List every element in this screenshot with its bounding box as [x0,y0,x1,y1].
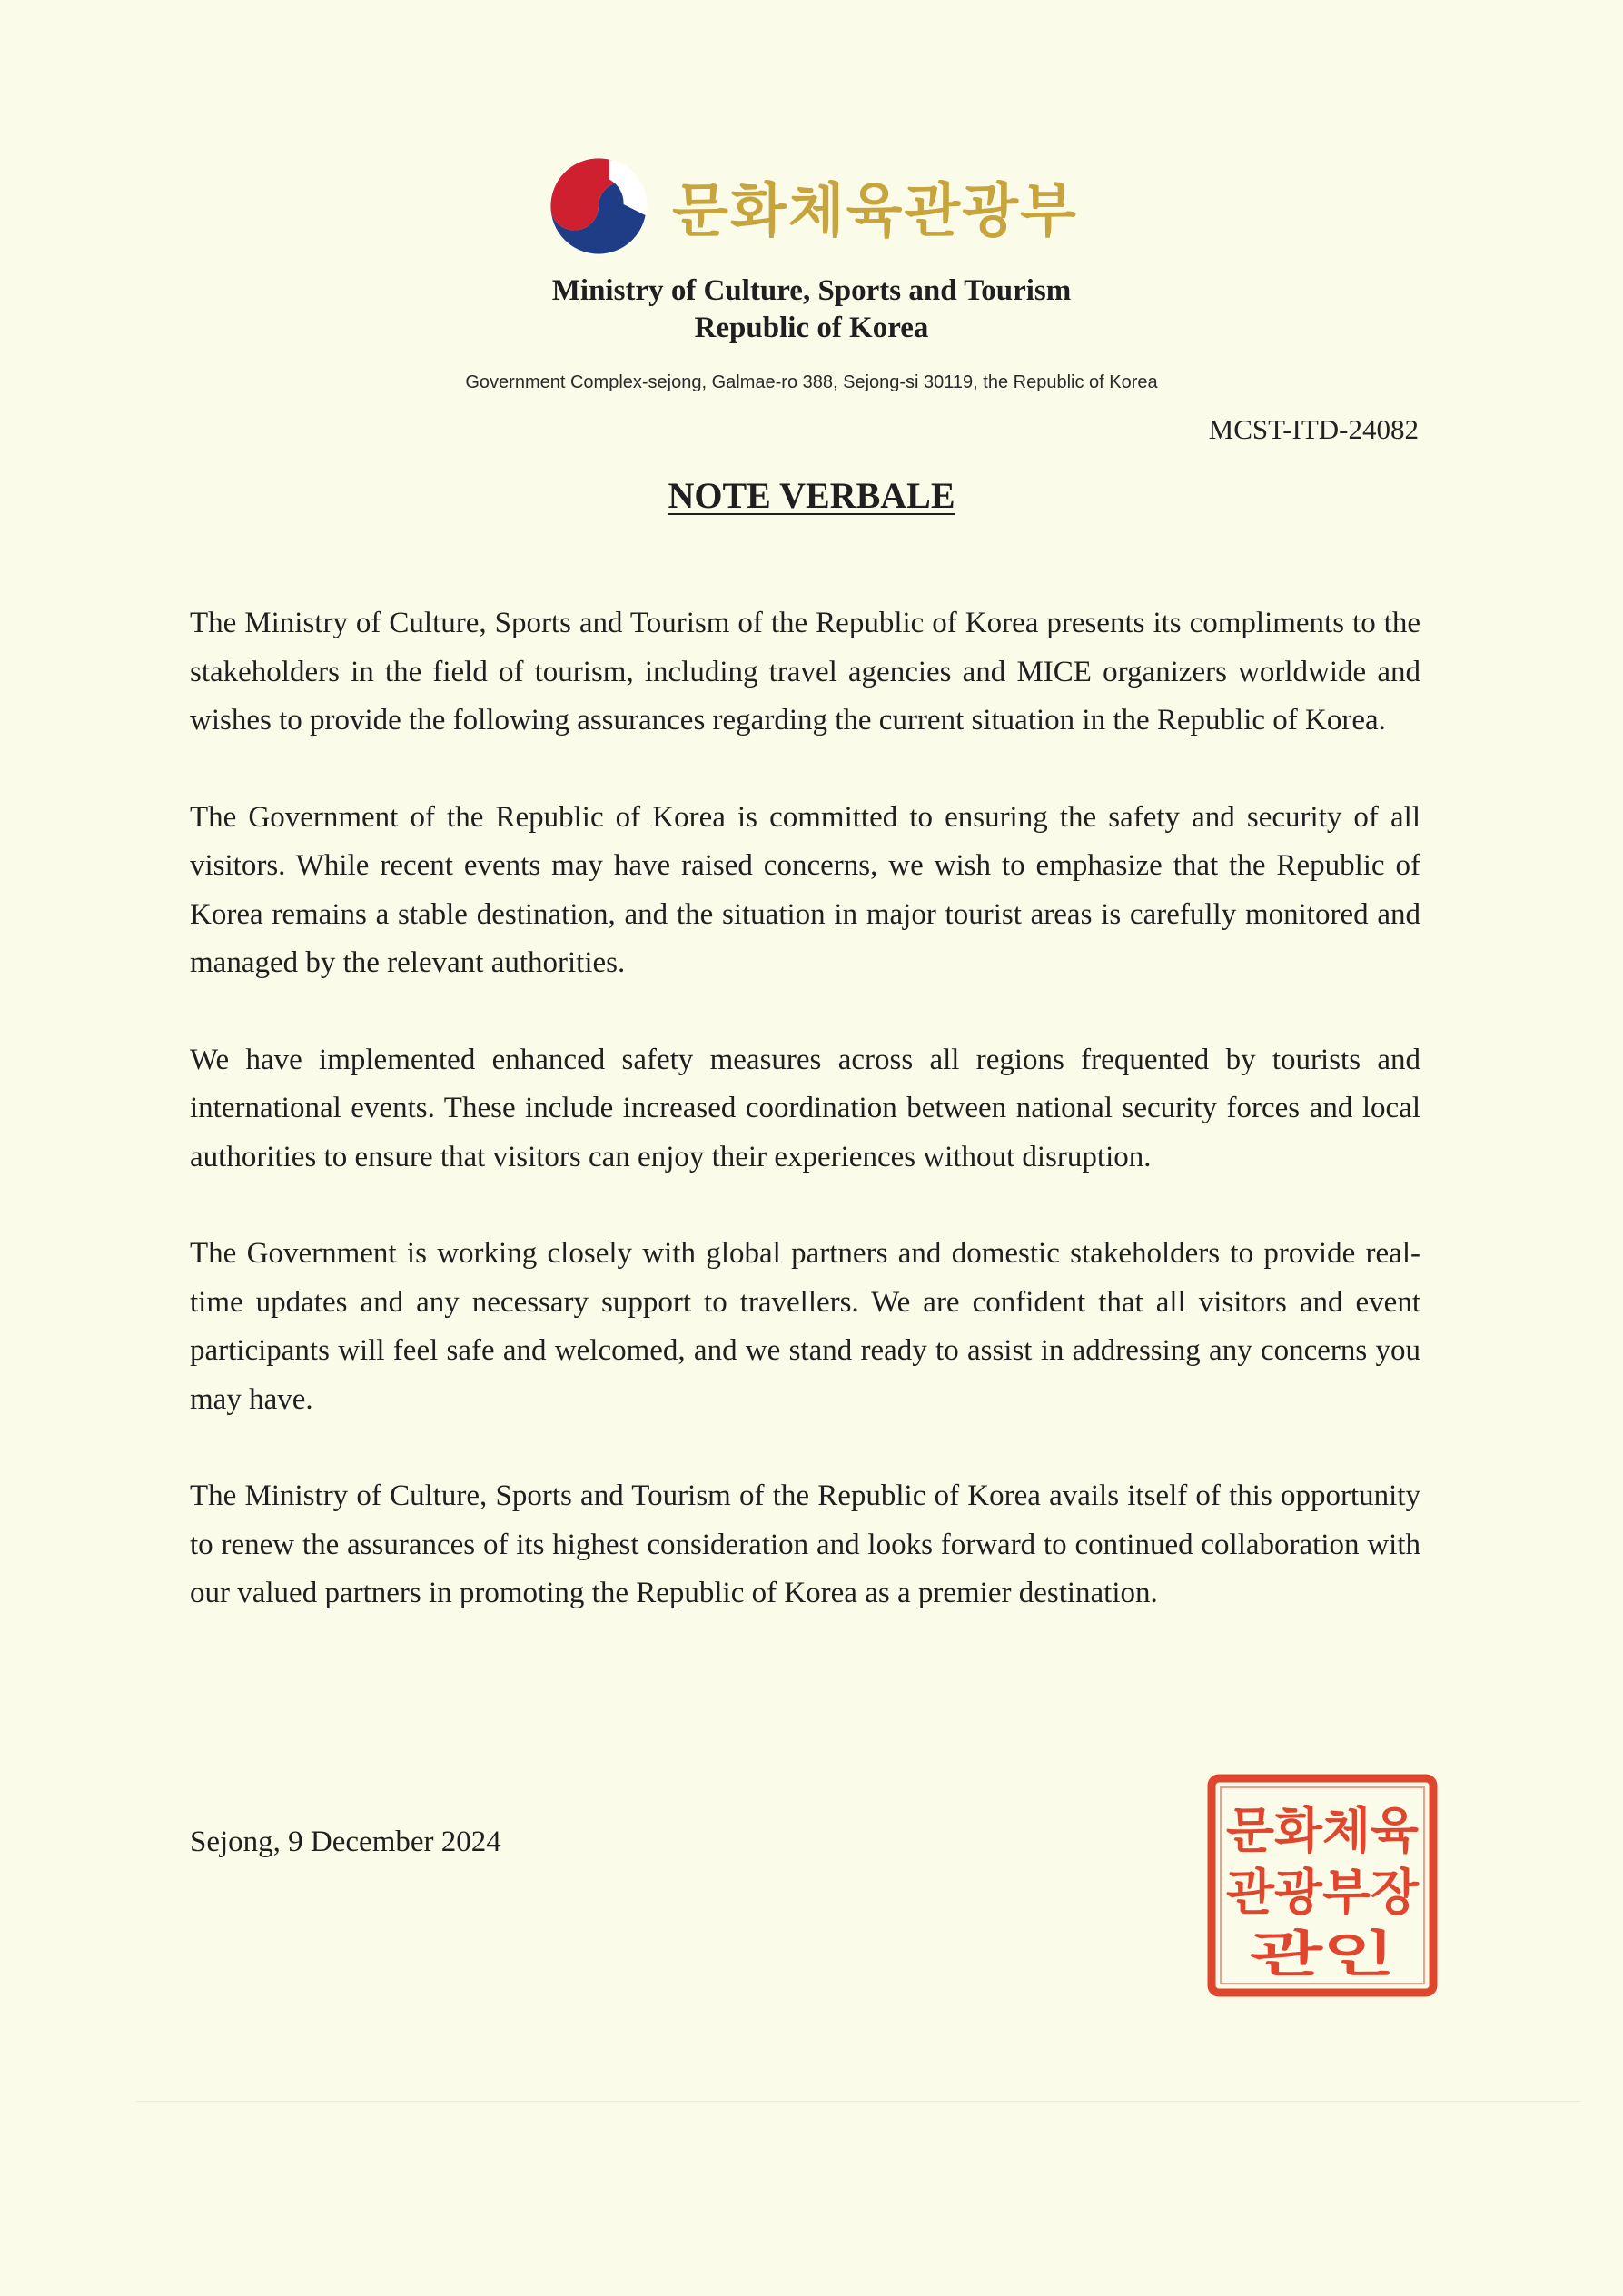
paragraph: The Government is working closely with global partners and domestic stakeholders to provide real-time updates and any necessary support to travellers. We are confident that all visitors and event participants will feel safe and welcomed, and we stand ready to assist in addressing any concerns you may have. [190,1237,1420,1416]
paragraph: The Ministry of Culture, Sports and Tourism of the Republic of Korea presents its compliments to the stakeholders in the field of tourism, including travel agencies and MICE organizers worldwide and wishes to provide the following assurances regarding the current situation in the Republic of Korea. [190,607,1420,737]
organization-name [0,272,1623,347]
ministry-logo [0,153,1623,260]
date-line: Sejong, 9 December 2024 [190,1826,501,1858]
org-name-line2: Republic of Korea [694,312,929,344]
ministry-logo-text: 문화체육관광부 [672,178,1078,245]
reference-number: MCST-ITD-24082 [1208,413,1419,445]
letter-body [190,599,1420,1667]
taegeuk-emblem-icon [545,153,652,260]
ministry-address: Government Complex-sejong, Galmae-ro 388, Sejong-si 30119, the Republic of Korea [465,372,1158,392]
paragraph: The Ministry of Culture, Sports and Tourism of the Republic of Korea avails itself of this opportunity to renew the assurances of its highest consideration and looks forward to continued collaboration with our valued partners in promoting the Republic of Korea as a premier destination. [190,1480,1420,1609]
official-seal-stamp [1206,1773,1439,1998]
seal-row-1: 문화체육 [1226,1802,1419,1859]
paragraph: We have implemented enhanced safety measures across all regions frequented by tourists and international events. These include increased coordination between national security forces and local authorities to ensure that visitors can enjoy their experiences without disruption. [190,1043,1420,1173]
seal-row-2: 관광부장 [1226,1864,1420,1921]
seal-row-3: 관인 [1250,1925,1395,1983]
org-name-line1: Ministry of Culture, Sports and Tourism [551,274,1072,307]
paragraph: The Government of the Republic of Korea is committed to ensuring the safety and security of all visitors. While recent events may have raised concerns, we wish to emphasize that the Republic of Korea remains a stable destination, and the situation in major tourist areas is carefully monitored and managed by the relevant authorities. [190,800,1420,979]
page-divider [136,2101,1580,2102]
document-title: NOTE VERBALE [668,475,955,516]
